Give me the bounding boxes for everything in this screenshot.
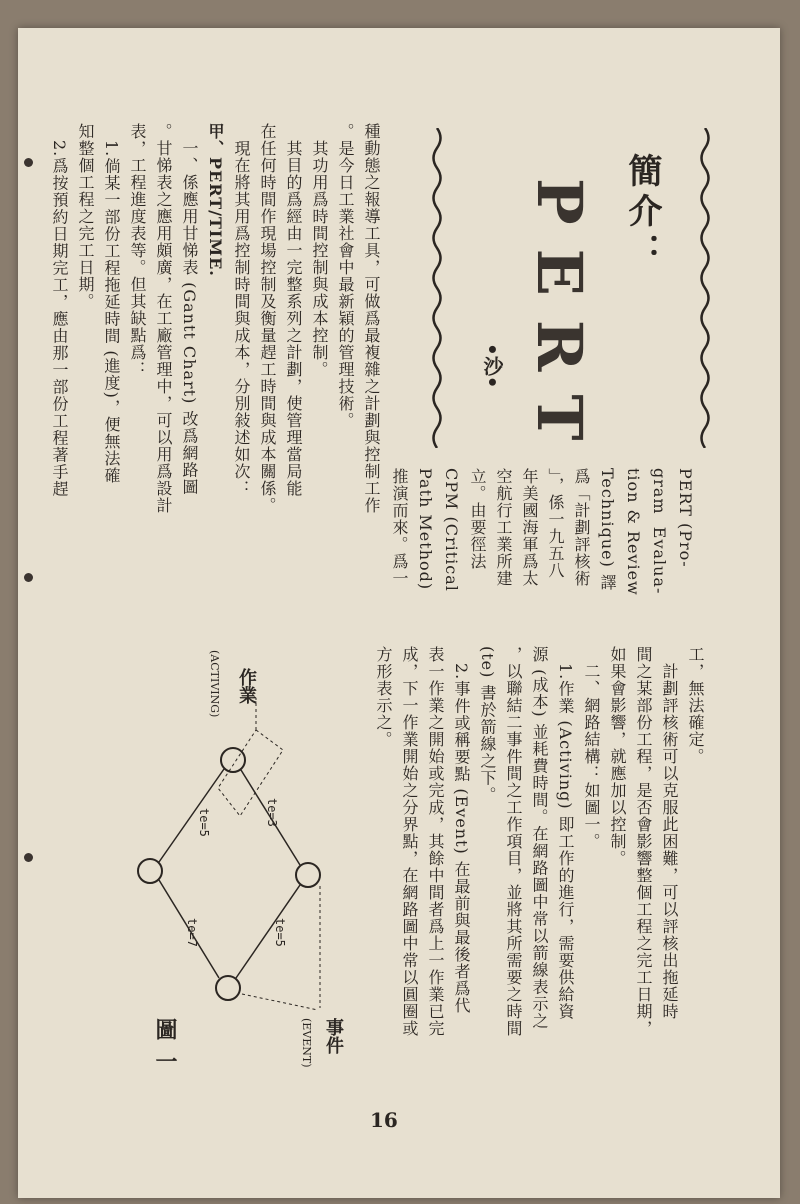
text-column: 。是今日工業社會中最新穎的管理技術。 bbox=[336, 123, 355, 429]
binder-hole bbox=[24, 573, 33, 582]
text-column: 」，係一九五八 bbox=[546, 468, 565, 579]
event-callout bbox=[242, 994, 318, 1010]
event-node-left bbox=[138, 859, 162, 883]
text-column: (te) 書於箭線之下。 bbox=[478, 646, 497, 804]
text-column: 間之某部份工程，是否會影響整個工程之完工日期， bbox=[634, 646, 653, 1037]
event-label-en: (EVENT) bbox=[300, 1018, 313, 1068]
text-column: 爲「計劃評核術 bbox=[572, 468, 591, 587]
activity-arrow bbox=[236, 885, 300, 978]
text-column: 一、係應用甘悌表 (Gantt Chart) 改爲網路圖 bbox=[180, 123, 199, 496]
text-column: 如果會影響，就應加以控制。 bbox=[608, 646, 627, 867]
text-column: 空航行工業所建 bbox=[494, 468, 513, 587]
text-column: ，以聯結二事件間之工作項目，並將其所需要之時間 bbox=[504, 646, 523, 1037]
text-column: 表一作業之開始或完成，其餘中間者爲上一作業已完 bbox=[426, 646, 445, 1037]
page-number: 16 bbox=[370, 1108, 398, 1132]
activity-arrow bbox=[159, 769, 224, 862]
text-column: 立。由要徑法 bbox=[468, 468, 487, 570]
text-column: 種動態之報導工具，可做爲最複雜之計劃與控制工作 bbox=[362, 123, 381, 514]
text-column: 1.作業 (Activing) 即工作的進行，需要供給資 bbox=[556, 646, 575, 1020]
wavy-rule-left bbox=[430, 128, 444, 448]
text-column: 工，無法確定。 bbox=[686, 646, 705, 765]
text-column: 方形表示之。 bbox=[374, 646, 393, 748]
text-column: 2.爲按預約日期完工，應由那一部份工程著手趕 bbox=[50, 123, 69, 498]
te-label: te=5 bbox=[197, 808, 211, 837]
text-column: 計劃評核術可以克服此困難，可以評核出拖延時 bbox=[660, 646, 679, 1020]
text-column: 推演而來。爲一 bbox=[390, 468, 409, 587]
author-name: •沙• bbox=[480, 343, 504, 389]
text-column: 年美國海軍爲太 bbox=[520, 468, 539, 587]
text-column: Path Method) bbox=[416, 468, 435, 591]
text-column: 二、網路結構：如圖一。 bbox=[582, 646, 601, 850]
binder-hole bbox=[24, 158, 33, 167]
wavy-rule-right bbox=[698, 128, 712, 448]
te-label: te=7 bbox=[185, 918, 199, 947]
text-column: 源 (成本) 並耗費時間。在網路圖中常以箭線表示之 bbox=[530, 646, 549, 1030]
text-column: 知整個工程之完工日期。 bbox=[76, 123, 95, 310]
text-column: CPM (Critical bbox=[442, 468, 461, 592]
event-node-top bbox=[221, 748, 245, 772]
text-column: tion & Review bbox=[624, 468, 643, 596]
article-title: PERT bbox=[523, 178, 596, 465]
event-label: 事件 bbox=[323, 1018, 344, 1054]
text-column: 1.倘某一部份工程拖延時間 (進度)，便無法確 bbox=[102, 123, 121, 484]
te-label: te=5 bbox=[273, 918, 287, 947]
text-column: 。甘悌表之應用頗廣，在工廠管理中，可以用爲設計 bbox=[154, 123, 173, 514]
document-page bbox=[18, 28, 780, 1198]
event-node-bottom bbox=[216, 976, 240, 1000]
text-column: Technique) 譯 bbox=[598, 468, 617, 591]
te-label: te=3 bbox=[265, 798, 279, 827]
section-heading: 甲、PERT/TIME. bbox=[206, 123, 225, 277]
text-column: 表，工程進度表等。但其缺點爲： bbox=[128, 123, 147, 378]
text-column: PERT (Pro- bbox=[676, 468, 695, 568]
article-heading: 簡介： bbox=[622, 153, 662, 273]
figure-caption: 圖一 bbox=[152, 1018, 178, 1082]
text-column: 現在將其用爲控制時間與成本，分別敍述如次： bbox=[232, 123, 251, 497]
text-column: 2.事件或稱要點 (Event) 在最前與最後者爲代 bbox=[452, 646, 471, 1014]
text-column: 成，下一作業開始之分界點，在網路圖中常以圓圈或 bbox=[400, 646, 419, 1037]
activity-label-en: (ACTIVING) bbox=[208, 650, 221, 718]
text-column: 在任何時間作現場控制及衡量趕工時間與成本關係。 bbox=[258, 123, 277, 514]
activity-label: 作業 bbox=[236, 668, 257, 704]
event-node-right bbox=[296, 863, 320, 887]
binder-hole bbox=[24, 853, 33, 862]
text-column: gram Evalua- bbox=[650, 468, 669, 595]
text-column: 其功用爲時間控制與成本控制。 bbox=[310, 123, 329, 378]
text-column: 其目的爲經由一完整系列之計劃，使管理當局能 bbox=[284, 123, 303, 497]
